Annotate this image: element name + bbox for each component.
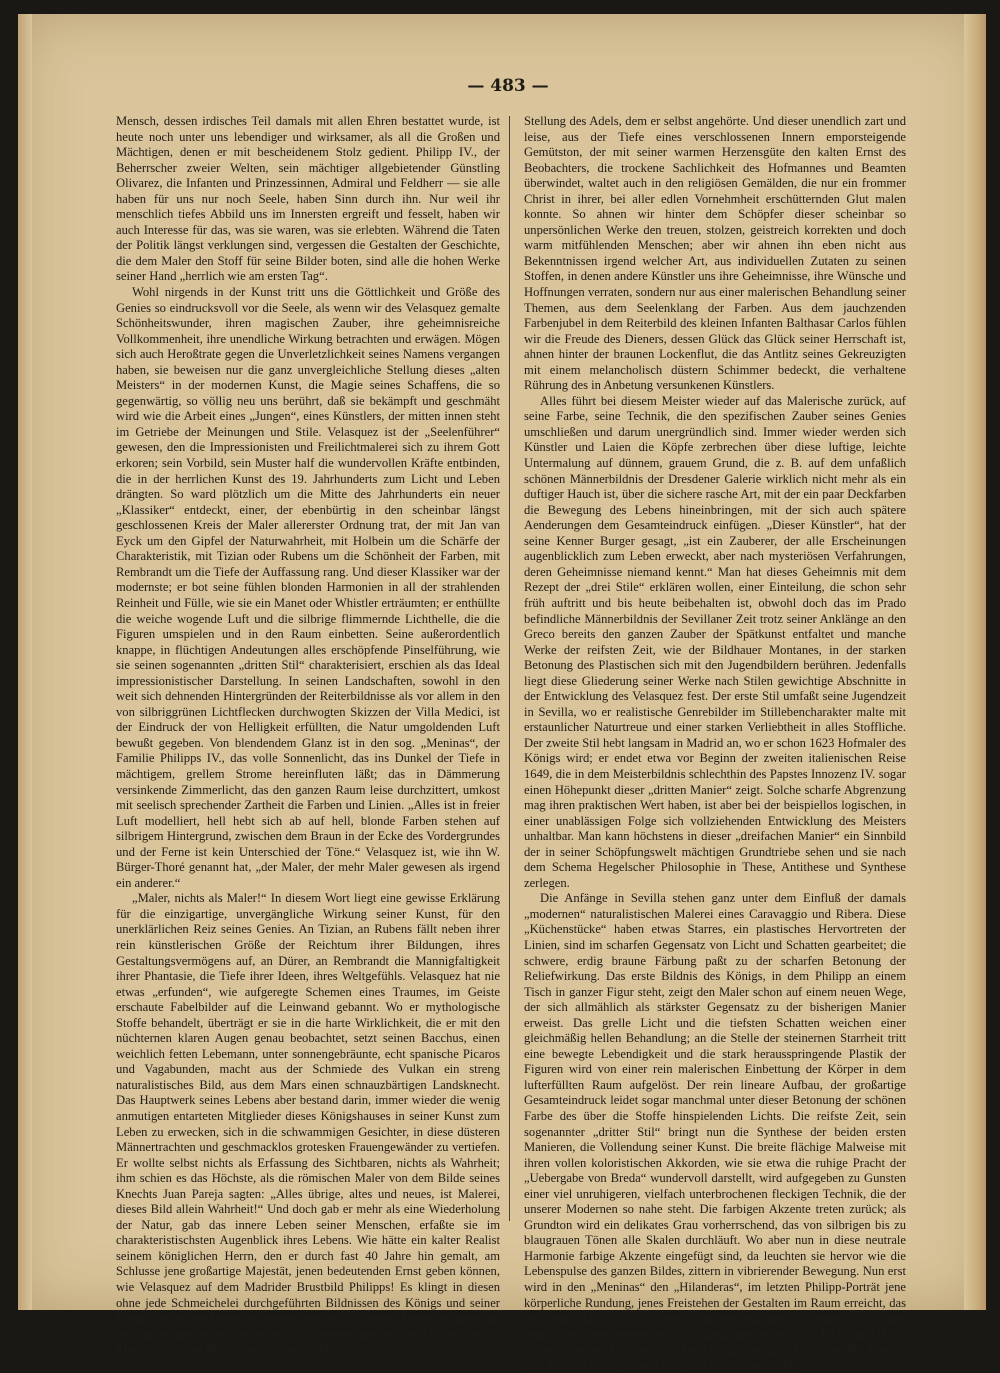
page-number: — 483 — [467, 76, 549, 96]
page-right-edge [964, 14, 986, 1310]
page-left-edge [18, 14, 32, 1310]
text-column-right [524, 114, 906, 1372]
text-column-left [116, 114, 500, 1357]
paragraph: „Maler, nichts als Maler!“ In diesem Wort liegt eine gewisse Erklärung für die einzigartige, unvergängliche Wirkung seiner Kunst, für den unerklärlichen Reiz seines Genies. An Tizian, an Rubens fällt neben ihrer rein künstlerischen Größe der Reichtum ihrer Bildungen, ihres Gestaltungsvermögens auf, an Dürer, an Rembrandt die Mannigfaltigkeit ihrer Phantasie, die Tiefe ihrer Ideen, ihres Weltgefühls. Velasquez hat nie etwas „erfunden“, wie aufgeregte Schemen eines Traumes, im Geiste erschaute Fabelbilder auf die Leinwand gebannt. Wo er mythologische Stoffe behandelt, überträgt er sie in die harte Wirklichkeit, die er mit den nüchternen klaren Augen genau beobachtet, setzt seinen Bacchus, einen weichlich fetten Lebemann, unter sonnengebräunte, echt spanische Picaros und Vagabunden, macht aus der Schmiede des Vulkan ein streng naturalistisches Bild, aus dem Mars einen schnauzbärtigen Landsknecht. Das Hauptwerk seines Lebens aber bestand darin, immer wieder die wenig anmutigen entarteten Mitglieder dieses Königshauses in seiner Kunst zum Leben zu erwecken, sich in die schwammigen Gesichter, in diese düsteren Männertrachten und geschmacklos grotesken Frauengewänder zu vertiefen. Er wollte selbst nichts als Erfassung des Sichtbaren, nichts als Wahrheit; ihm schien es das Höchste, als die römischen Maler von dem Bilde seines Knechts Juan Pareja sagten: „Alles übrige, altes und neues, ist Malerei, dieses Bild allein Wahrheit!“ Und doch gab er mehr als eine Wiederholung der Natur, gab das innere Leben seiner Menschen, erfaßte sie im charakteristischsten Augenblick ihres Lebens. Wie hätte ein kalter Realist seinem königlichen Herrn, den er durch fast 40 Jahre hin gemalt, am Schlusse jene großartige Majestät, jenen bedeutenden Ernst geben können, wie Velasquez auf dem Madrider Brustbild Philipps! Es klingt in diesen ohne jede Schmeichelei durchgeführten Bildnissen des Königs und seiner Kinder die tiefste Liebe des treuen Spaniers zu seinem Herrscherhause an, der unerschütterliche Glaube an das Gottesgnadentum der Fürsten, an die Macht des reinen Blutes, an die auserwählte [116, 891, 500, 1357]
paragraph: Alles führt bei diesem Meister wieder auf das Malerische zurück, auf seine Farbe, seine Technik, die den spezifischen Zauber seines Genies umschließen und darum unergründlich sind. Immer wieder werden sich Künstler und Laien die Köpfe zerbrechen über diese luftige, leichte Untermalung auf dünnem, grauem Grund, die z. B. auf dem unfaßlich schönen Männerbildnis der Dresdener Galerie wirklich nicht mehr als ein duftiger Hauch ist, über die sichere rasche Art, mit der ein paar Deckfarben die Bewegung des Lebens hineinbringen, mit der sich auch spätere Aenderungen dem Gesamteindruck einfügen. „Dieser Künstler“, hat der seine Kenner Burger gesagt, „ist ein Zauberer, der alle Erscheinungen augenblicklich zum Leben erweckt, aber nach mysteriösen Verfahrungen, deren Geheimnisse niemand kennt.“ Man hat dieses Geheimnis mit dem Rezept der „drei Stile“ erklären wollen, einer Einteilung, die schon sehr früh auftritt und bis heute beibehalten ist, obwohl doch das im Prado befindliche Männerbildnis der Sevillaner Zeit trotz seiner Anklänge an den Greco bereits den ganzen Zauber der Spätkunst entfaltet und manche Werke der reifsten Zeit, wie der Bildhauer Montanes, in der starken Betonung des Plastischen sich mit den Jugendbildern berühren. Jedenfalls liegt diese Gliederung seiner Werke nach Stilen gewichtige Abschnitte in der Entwicklung des Velasquez fest. Der erste Stil umfaßt seine Jugendzeit in Sevilla, wo er realistische Genrebilder im Stillebencharakter malte mit erstaunlicher Naturtreue und einer starken Verliebtheit in alles Stoffliche. Der zweite Stil hebt langsam in Madrid an, wo er schon 1623 Hofmaler des Königs wird; er endet etwa vor Beginn der zweiten italienischen Reise 1649, die in dem Meisterbildnis schlechthin des Papstes Innozenz IV. sogar einen Höhepunkt dieser „dritten Manier“ zeigt. Solche scharfe Abgrenzung mag ihren praktischen Wert haben, ist aber bei der beispiellos logischen, in einer unablässigen Folge sich vollziehenden Entwicklung des Meisters unhaltbar. Man kann höchstens in dieser „dreifachen Manier“ ein Sinnbild der in seiner Schöpfungswelt mächtigen Grundtriebe sehen und sie nach dem Schema Hegelscher Philosophie in These, Antithese und Synthese zerlegen. [524, 393, 906, 890]
newspaper-page [18, 14, 986, 1372]
column-divider [509, 116, 510, 1221]
paragraph: Stellung des Adels, dem er selbst angehörte. Und dieser unendlich zart und leise, aus der Tiefe eines verschlossenen Innern emporsteigende Gemütston, der mit seiner warmen Herzensgüte den kalten Ernst des Beobachters, die trockene Sachlichkeit des Hofmannes und Beamten überwindet, waltet auch in den religiösen Gemälden, die nur ein frommer Christ in ihrer, bei aller edlen Vornehmheit erschütternden Glut malen konnte. So ahnen wir hinter dem Schöpfer dieser scheinbar so unpersönlichen Werke den treuen, stolzen, geistreich korrekten und doch warm mitfühlenden Menschen; aber wir ahnen ihn eben nicht aus Bekenntnissen irgend welcher Art, aus individuellen Zutaten zu seinen Stoffen, in denen andere Künstler uns ihre Geheimnisse, ihre Wünsche und Hoffnungen verraten, sondern nur aus einer malerischen Behandlung seiner Themen, aus dem Seelenklang der Farben. Aus dem jauchzenden Farbenjubel in dem Reiterbild des kleinen Infanten Balthasar Carlos fühlen wir die Freude des Dieners, dessen Glück das Glück seiner Herrschaft ist, ahnen hinter der braunen Lockenflut, die das Antlitz seines Gekreuzigten mit einem melancholisch düstern Schimmer bedeckt, die verhaltene Rührung des in Anbetung versunkenen Künstlers. [524, 114, 906, 393]
paragraph: Mensch, dessen irdisches Teil damals mit allen Ehren bestattet wurde, ist heute noch unter uns lebendiger und wirksamer, als all die Großen und Mächtigen, denen er mit bescheidenem Stolz gedient. Philipp IV., der Beherrscher zweier Welten, sein mächtiger allgebietender Günstling Olivarez, die Infanten und Prinzessinnen, Admiral und Feldherr — sie alle haben für uns nur noch Seele, haben Sinn durch ihn. Nur weil ihr menschlich tiefes Abbild uns im Innersten ergreift und fesselt, haben wir auch Interesse für das, was sie waren, was sie erlebten. Während die Taten der Politik längst verklungen sind, vergessen die Gestalten der Geschichte, die dem Maler den Stoff für seine Bilder boten, sind alle die hohen Werke seiner Hand „herrlich wie am ersten Tag“. [116, 114, 500, 284]
paragraph: Die Anfänge in Sevilla stehen ganz unter dem Einfluß der damals „modernen“ naturalistischen Malerei eines Caravaggio und Ribera. Diese „Küchenstücke“ haben etwas Starres, ein plastisches Hervortreten der Linien, sind im scharfen Gegensatz von Licht und Schatten gearbeitet; die schwere, erdig braune Färbung paßt zu der scharfen Betonung der Reliefwirkung. Das erste Bildnis des Königs, in dem Philipp an einem Tisch in ganzer Figur steht, zeigt den Maler schon auf einem neuen Wege, der sich allmählich als stärkster Gegensatz zu der bisherigen Manier erweist. Das grelle Licht und die tiefsten Schatten weichen einer gleichmäßig hellen Behandlung; an die Stelle der steinernen Starrheit tritt eine bewegte Lebendigkeit und die stark herausspringende Plastik der Figuren wird von einer rein malerischen Einbettung der Körper in dem lufterfüllten Raum aufgelöst. Der rein lineare Aufbau, der großartige Gesamteindruck leidet sogar manchmal unter dieser Betonung der schönen Farbe des über die Stoffe hinspielenden Lichts. Die reifste Zeit, sein sogenannter „dritter Stil“ bringt nun die Synthese der beiden ersten Manieren, die Vollendung seiner Kunst. Die breite flächige Malweise mit ihren vollen koloristischen Akkorden, wie sie etwa die ruhige Pracht der „Uebergabe von Breda“ wundervoll darstellt, wird aufgegeben zu Gunsten einer viel unruhigeren, vielfach unterbrochenen fleckigen Technik, die der unserer Modernen so nahe steht. Die farbigen Akzente treten zurück; als Grundton wird ein delikates Grau vorherrschend, das von silbrigen bis zu blaugrauen Tönen alle Skalen durchläuft. Wo aber nun in diese neutrale Harmonie farbige Akzente eingefügt sind, da leuchten sie hervor wie die Lebenspulse des ganzen Bildes, zittern in vibrierender Bewegung. Nun erst wird in den „Meninas“ den „Hilanderas“, im letzten Philipp-Porträt jene körperliche Rundung, jenes Freistehen der Gestalten im Raum erreicht, das der junge Maler durch schwere Schattenwirkungen erzwingen wollte; aber seine Menschen stehen nun da, ganz umflossen von Licht und Luft, getrennt und doch verbunden durch die großartigste Erfassung des Raums, rein malerisch zur vollsten Körperlichkeit erweckt. Die [524, 891, 906, 1372]
paragraph: Wohl nirgends in der Kunst tritt uns die Göttlichkeit und Größe des Genies so eindrucksvoll vor die Seele, als wenn wir des Velasquez gemalte Schönheitswunder, ihren magischen Zauber, ihre geheimnisreiche Vollkommenheit, ihre unendliche Wirkung betrachten und erwägen. Mögen sich auch Heroßtrate gegen die Unverletzlichkeit seines Namens vergangen haben, sie beweisen nur die ganz unvergleichliche Stellung dieses „alten Meisters“ in der modernen Kunst, die Magie seines Schaffens, die so gegenwärtig, so völlig neu uns berührt, daß sie bekämpft und geschmäht wird wie die Arbeit eines „Jungen“, eines Künstlers, der mitten innen steht im Getriebe der Meinungen und Stile. Velasquez ist der „Seelenführer“ gewesen, den die Impressionisten und Freilichtmalerei sich zu ihrem Gott erkoren; sein Vorbild, sein Muster half die wundervollen Kräfte entbinden, die in der herrlichen Kunst des 19. Jahrhunderts zum Licht und Leben drängten. So ward plötzlich um die Mitte des Jahrhunderts ein neuer „Klassiker“ entdeckt, einer, der ebenbürtig in den scheinbar längst geschlossenen Kreis der Maler allererster Ordnung trat, der mit Jan van Eyck um den Gipfel der Naturwahrheit, mit Holbein um die Schärfe der Charakteristik, mit Tizian oder Rubens um die Schönheit der Farben, mit Rembrandt um die Tiefe der Auffassung rang. Und dieser Klassiker war der modernste; er bot seine fühlen blonden Harmonien in all der strahlenden Reinheit und Fülle, wie sie ein Manet oder Whistler erträumten; er enthüllte die weiche wogende Luft und die silbrige flimmernde Lichthelle, die die Figuren umspielen und in den Raum einbetten. Seine außerordentlich knappe, in flüchtigen Andeutungen alles erschöpfende Pinselführung, wie sie seinen sogenannten „dritten Stil“ charakterisiert, erschien als das Ideal impressionistischer Darstellung. In seinen Landschaften, sowohl in den weit sich dehnenden Hintergründen der Reiterbildnisse als vor allem in den von silbriggrünen Lichtflecken durchwogten Skizzen der Villa Medici, ist der Eindruck der von Helligkeit erfüllten, die Natur umgoldenden Luft bewußt gegeben. Von blendendem Glanz ist in den sog. „Meninas“, der Familie Philipps IV., das volle Sonnenlicht, das ins Dunkel der Tiefe in mächtigem, grellem Strome hereinfluten läßt; das in Dämmerung versinkende Zimmerlicht, das den ganzen Raum leise durchzittert, umkost mit seelisch sprechender Zartheit die Farben und Linien. „Alles ist in freier Luft modelliert, hell hebt sich ab auf hell, blonde Farben stehen auf silbrigem Hintergrund, zwischen dem Braun in der Ecke des Vordergrundes und der Ferne ist kein Unterschied der Töne.“ Velasquez ist, wie ihn W. Bürger-Thoré genannt hat, „der Maler, der mehr Maler gewesen als irgend ein anderer.“ [116, 285, 500, 890]
